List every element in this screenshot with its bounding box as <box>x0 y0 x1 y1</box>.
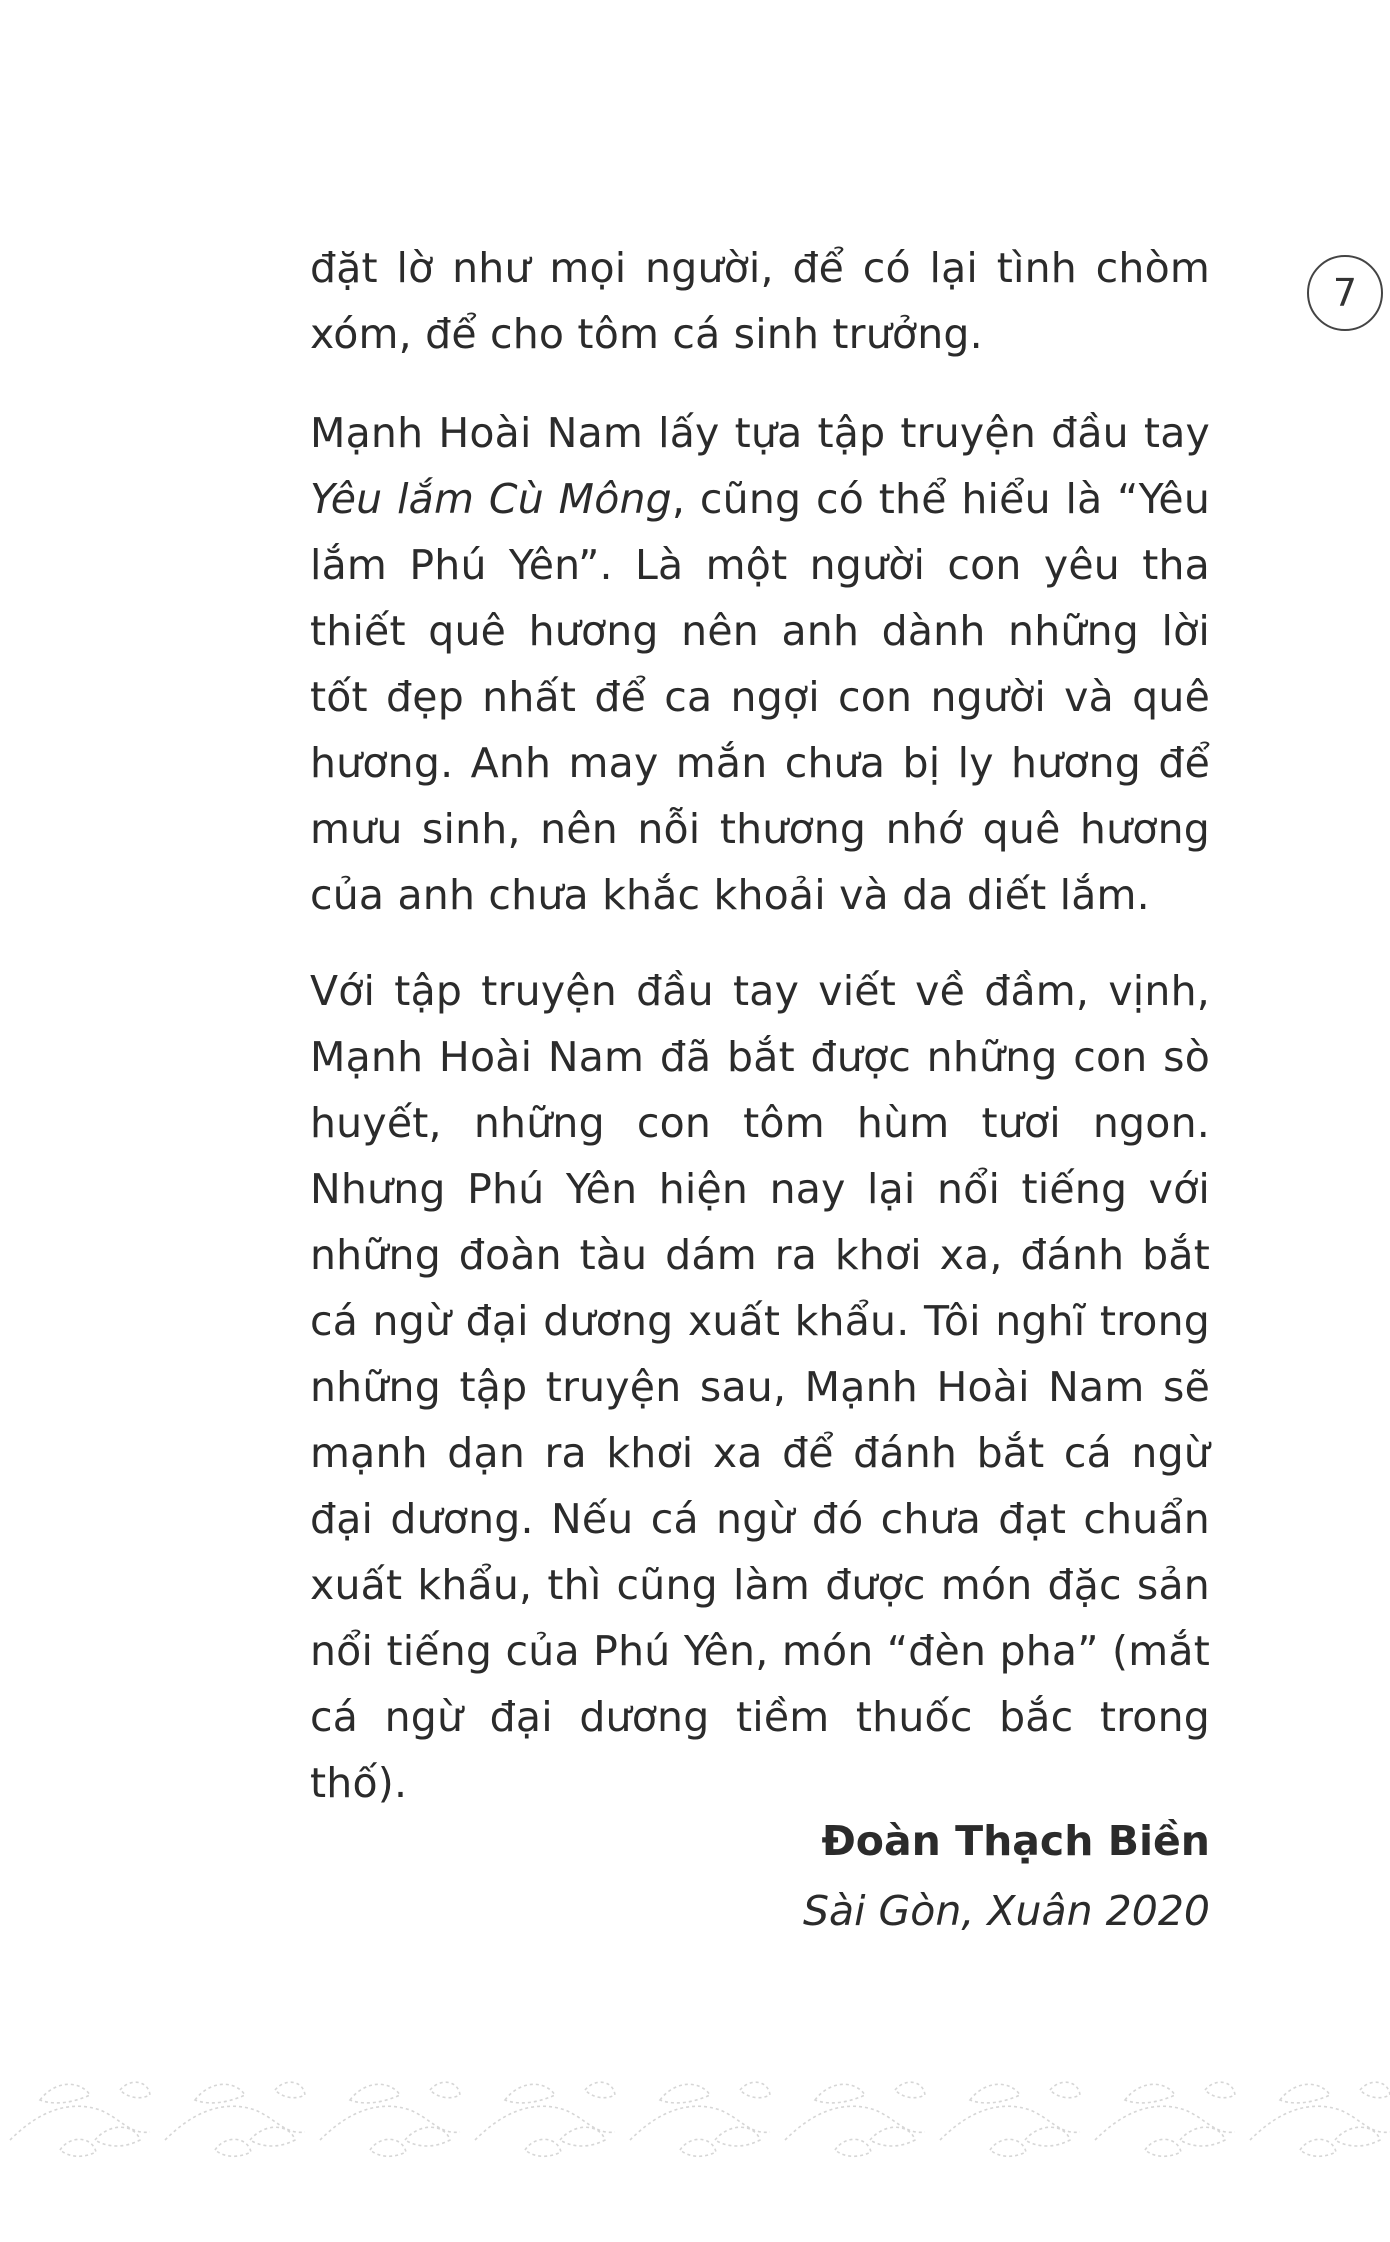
paragraph-2 <box>310 400 1210 928</box>
vine-motif <box>1095 2082 1235 2156</box>
paragraph-2-text <box>310 400 1210 928</box>
paragraph-1-text: đặt lờ như mọi người, để có lại tình chòm xóm, để cho tôm cá sinh trưởng. <box>310 244 1210 358</box>
paragraph-3 <box>310 958 1210 1816</box>
page-number <box>1307 255 1383 331</box>
vine-motif <box>785 2082 925 2156</box>
vine-motif <box>320 2082 460 2156</box>
paragraph-2-lead: Mạnh Hoài Nam lấy tựa tập truyện đầu tay <box>310 409 1210 457</box>
paragraph-3-text: Với tập truyện đầu tay viết về đầm, vịnh, Mạnh Hoài Nam đã bắt được những con sò huyết, những con tôm hùm tươi ngon. Nhưng Phú Yên hiện nay lại nổi tiếng với những đoàn tàu dám ra khơi xa, đánh bắt cá ngừ đại dương xuất khẩu. Tôi nghĩ trong những tập truyện sau, Mạnh Hoài Nam sẽ mạnh dạn ra khơi xa để đánh bắt cá ngừ đại dương. Nếu cá ngừ đó chưa đạt chuẩn xuất khẩu, thì cũng làm được món đặc sản nổi tiếng của Phú Yên, món “đèn pha” (mắt cá ngừ đại dương tiềm thuốc bắc trong thố). <box>310 967 1210 1807</box>
place-date: Sài Gòn, Xuân 2020 <box>802 1887 1210 1935</box>
paragraph-2-rest: , cũng có thể hiểu là “Yêu lắm Phú Yên”. Là một người con yêu tha thiết quê hương nên anh dành những lời tốt đẹp nhất để ca ngợi con người và quê hương. Anh may mắn chưa bị ly hương để mưu sinh, nên nỗi thương nhớ quê hương của anh chưa khắc khoải và da diết lắm. <box>310 475 1211 919</box>
vine-motif <box>1250 2082 1390 2156</box>
page-number-text: 7 <box>1332 271 1358 315</box>
vine-motif <box>940 2082 1080 2156</box>
author-name: Đoàn Thạch Biền <box>821 1817 1210 1865</box>
vine-motif <box>630 2082 770 2156</box>
floral-vine-border-icon <box>0 2040 1390 2180</box>
vine-motif <box>475 2082 615 2156</box>
vine-motif <box>165 2082 305 2156</box>
paragraph-1 <box>310 235 1210 367</box>
book-title: Yêu lắm Cù Mông <box>310 475 672 523</box>
